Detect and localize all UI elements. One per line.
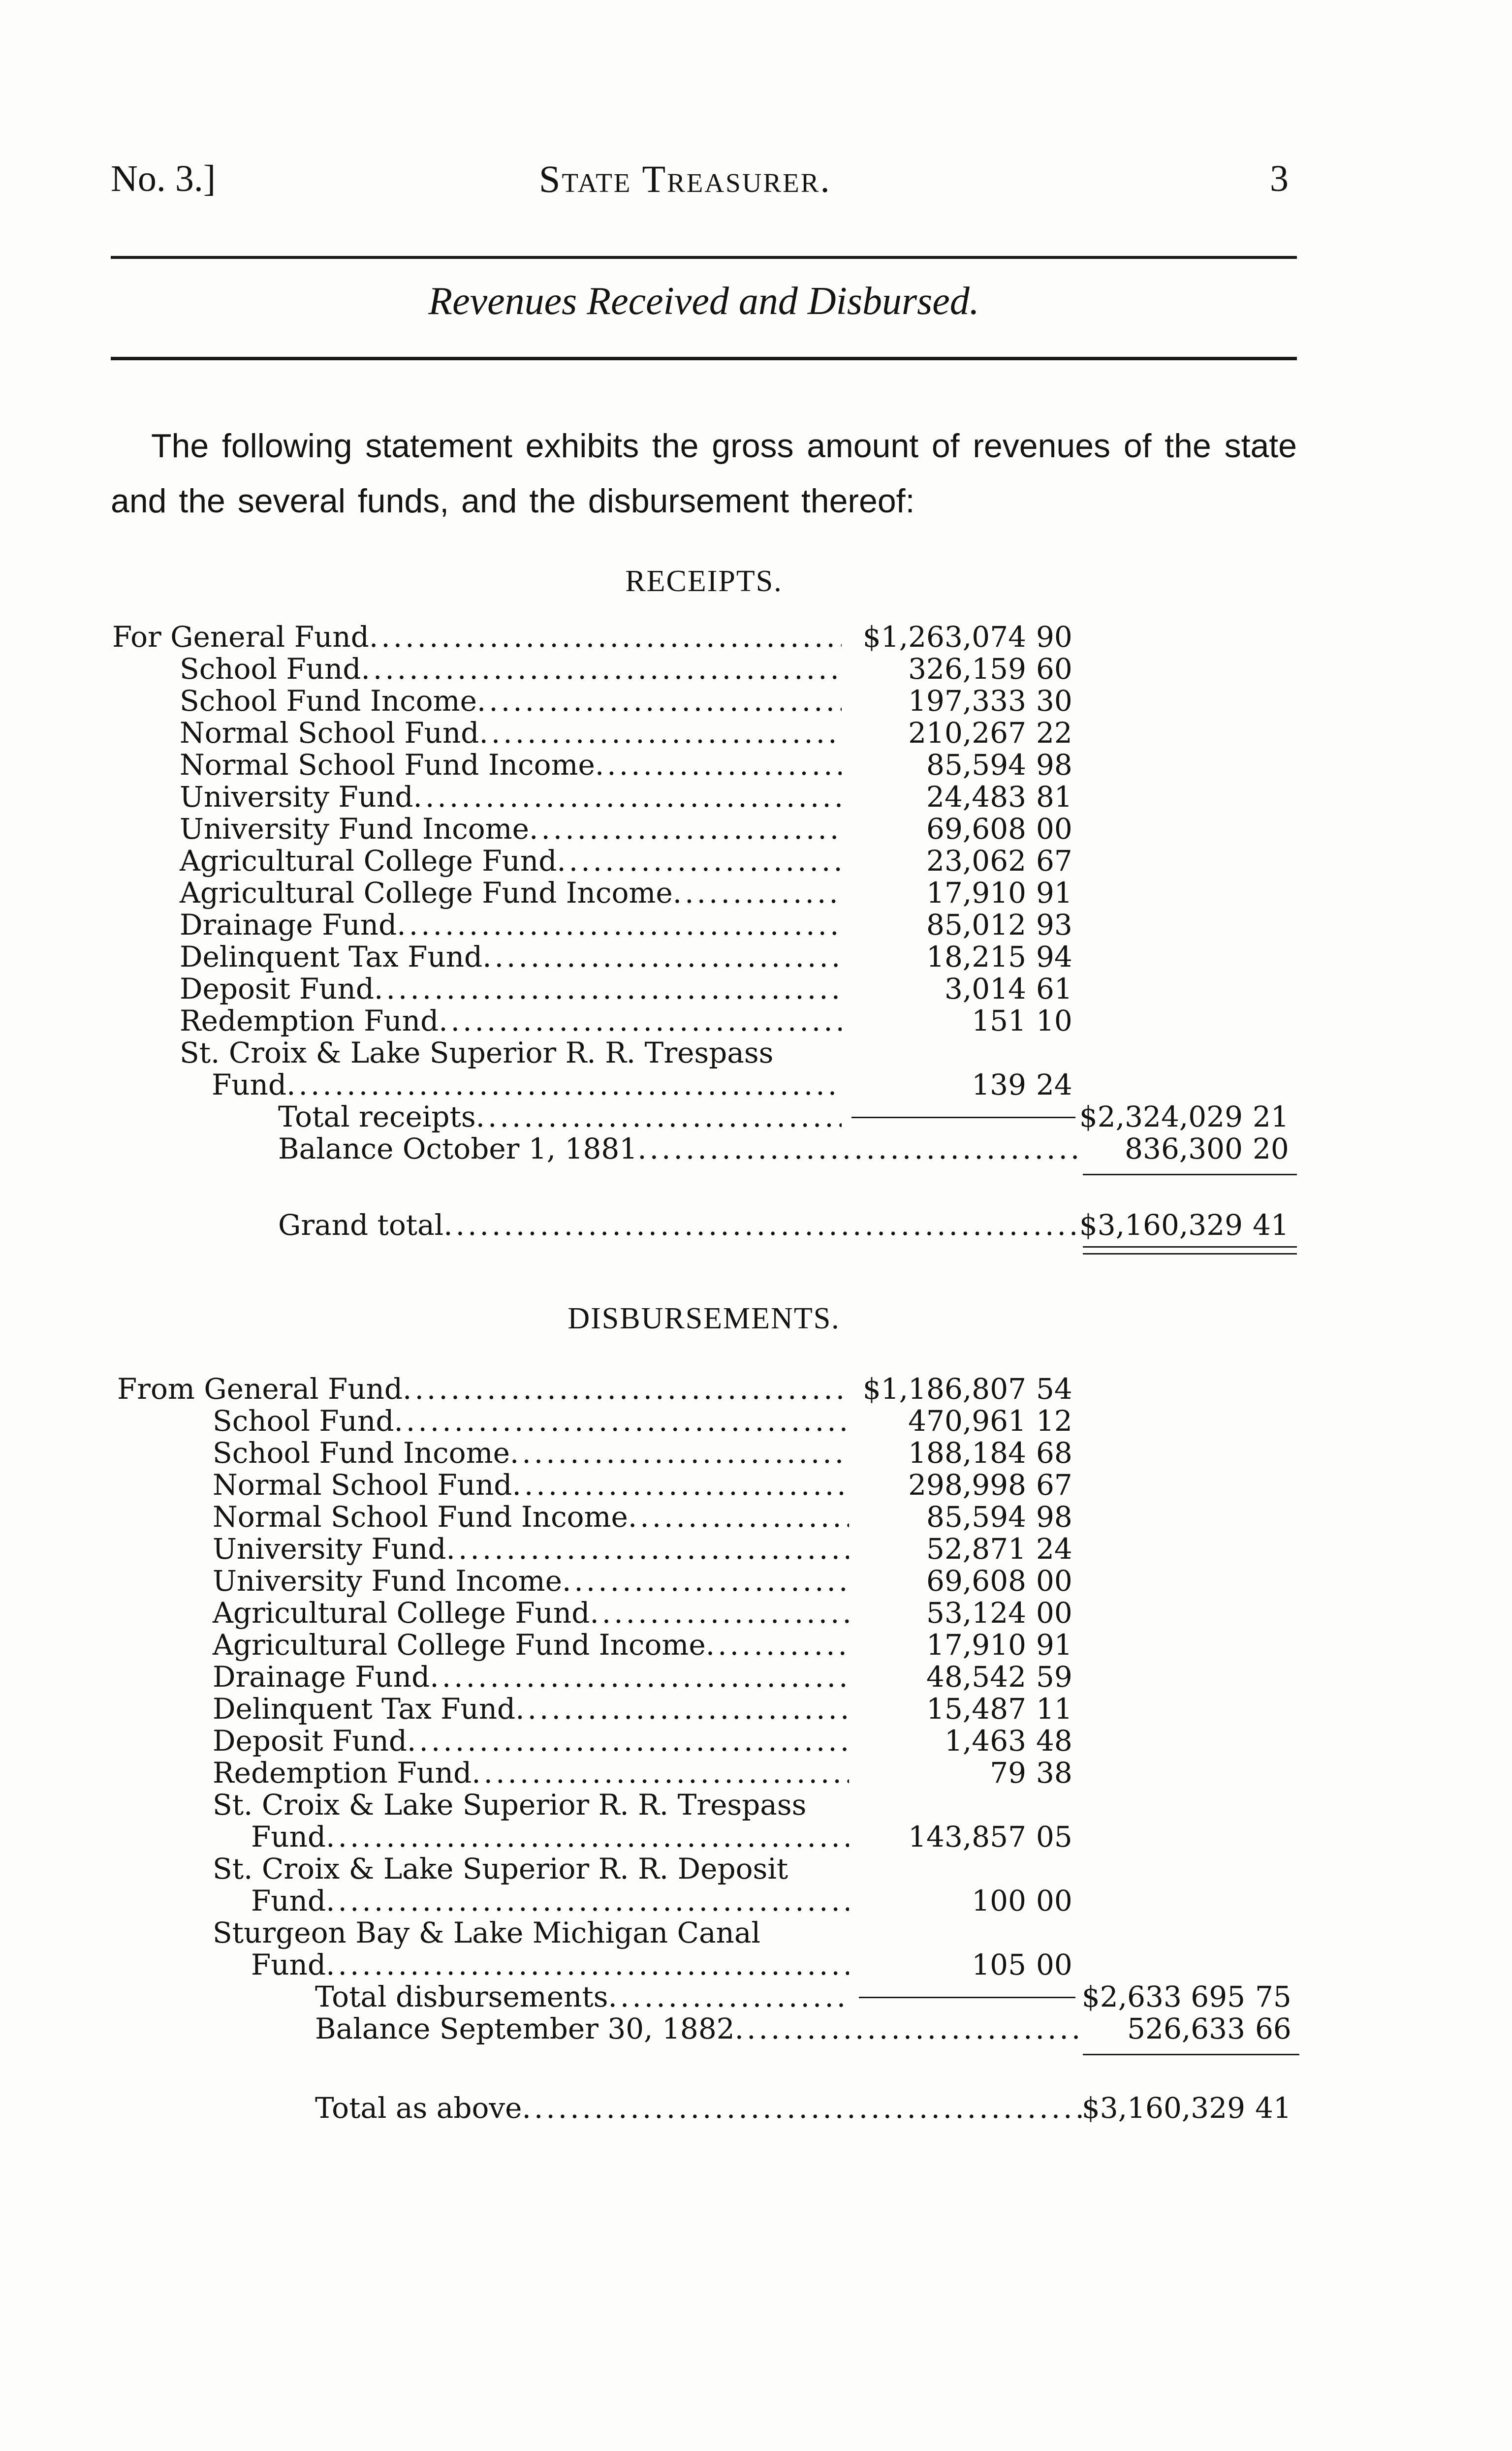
fund-row <box>0 1597 1512 1629</box>
row-label <box>180 941 842 973</box>
row-label <box>315 2092 1083 2124</box>
row-label <box>112 621 842 653</box>
amount-dollars: 188,184 <box>908 1436 1026 1470</box>
row-label-text: Total receipts <box>278 1100 476 1133</box>
amount-dollars: 100 <box>972 1884 1026 1917</box>
amount-dollars: 18,215 <box>926 940 1026 974</box>
page-section-number: No. 3.] <box>111 158 216 199</box>
row-label <box>315 2013 1083 2045</box>
row-label <box>180 813 842 845</box>
amount-cents: 24 <box>1036 1068 1072 1101</box>
fund-row <box>0 1373 1512 1405</box>
amount-dollars: 85,594 <box>926 748 1026 782</box>
amount-dollars: 470,961 <box>908 1404 1026 1438</box>
amount-dollars: 15,487 <box>926 1692 1026 1726</box>
amount-cents: 41 <box>1253 1208 1289 1242</box>
amount-cents: 00 <box>1036 812 1072 846</box>
amount-dollars: 52,871 <box>926 1532 1026 1566</box>
amount-cents: 20 <box>1253 1132 1289 1165</box>
row-label-text: School Fund Income <box>213 1436 510 1470</box>
row-label-text: Sturgeon Bay & Lake Michigan Canal <box>213 1916 761 1949</box>
amount-dollars: 526,633 <box>1127 2012 1245 2045</box>
row-label-text: Fund <box>212 1068 287 1101</box>
amount-cents: 60 <box>1036 652 1072 686</box>
fund-row <box>0 781 1512 813</box>
row-label <box>180 909 842 941</box>
row-label-text: Delinquent Tax Fund <box>180 940 483 974</box>
row-label-text: St. Croix & Lake Superior R. R. Trespass <box>213 1788 807 1822</box>
row-label-text: Fund <box>251 1948 326 1981</box>
row-label <box>180 877 842 909</box>
row-label-text: Normal School Fund Income <box>213 1500 628 1534</box>
amount-cents: 54 <box>1036 1372 1072 1406</box>
amount-dollars: 210,267 <box>908 716 1026 750</box>
amount-dollars: 69,608 <box>926 1564 1026 1598</box>
fund-row <box>0 941 1512 973</box>
amount-dollars: 85,012 <box>926 908 1026 942</box>
amount-dollars: 48,542 <box>926 1660 1026 1694</box>
double-underline-bottom <box>1083 1253 1297 1255</box>
fund-row <box>0 1917 1512 1949</box>
fund-row <box>0 685 1512 717</box>
amount-dollars: $3,160,329 <box>1081 2091 1245 2125</box>
amount-dollars: 85,594 <box>926 1500 1026 1534</box>
fund-row <box>0 1853 1512 1885</box>
amount-cents: 67 <box>1036 844 1072 878</box>
amount-dollars: 151 <box>972 1004 1026 1037</box>
row-label-text: Agricultural College Fund <box>180 844 557 878</box>
amount-dollars: 139 <box>972 1068 1026 1101</box>
row-label <box>180 685 842 717</box>
amount-dollars: $1,263,074 <box>862 620 1026 654</box>
row-label-text: University Fund <box>180 780 413 814</box>
row-label <box>212 1069 842 1101</box>
amount-cents: 00 <box>1036 1948 1072 1981</box>
amount-cents: 90 <box>1036 620 1072 654</box>
row-label-text: Normal School Fund Income <box>180 748 595 782</box>
row-label-text: Deposit Fund <box>180 972 375 1006</box>
row-label <box>180 1037 842 1069</box>
row-label <box>180 781 842 813</box>
amount-dollars: 197,333 <box>908 684 1026 718</box>
fund-row <box>0 1005 1512 1037</box>
amount-cents: 61 <box>1036 972 1072 1006</box>
amount-cents: 24 <box>1036 1532 1072 1566</box>
fund-row <box>0 1405 1512 1437</box>
row-label <box>180 973 842 1005</box>
sum-underline <box>1083 1174 1297 1175</box>
receipts-title: RECEIPTS. <box>625 565 783 598</box>
grand-total-row <box>0 1209 1512 1241</box>
amount-dollars: 17,910 <box>926 1628 1026 1662</box>
amount-dollars: 24,483 <box>926 780 1026 814</box>
row-label <box>180 653 842 685</box>
row-label <box>117 1373 849 1405</box>
amount-dollars: 1,463 <box>944 1724 1026 1758</box>
row-label <box>278 1209 1083 1241</box>
amount-cents: 68 <box>1036 1436 1072 1470</box>
amount-dollars: 53,124 <box>926 1596 1026 1630</box>
row-label-text: Agricultural College Fund Income <box>180 876 673 910</box>
amount-cents: 21 <box>1253 1100 1289 1133</box>
row-label <box>213 1917 849 1949</box>
amount-cents: 41 <box>1255 2091 1292 2125</box>
row-label <box>315 1981 849 2013</box>
row-label <box>180 749 842 781</box>
row-label-text: School Fund <box>180 652 361 686</box>
disbursements-title: DISBURSEMENTS. <box>567 1302 840 1335</box>
fund-row <box>0 1725 1512 1757</box>
amount-dollars: 105 <box>972 1948 1026 1981</box>
row-label <box>278 1133 1083 1165</box>
row-label-text: Drainage Fund <box>180 908 397 942</box>
fund-row <box>0 813 1512 845</box>
amount-dollars: 836,300 <box>1125 1132 1243 1165</box>
amount-cents: 93 <box>1036 908 1072 942</box>
amount-cents: 98 <box>1036 1500 1072 1534</box>
row-label-text: Redemption Fund <box>180 1004 439 1037</box>
fund-row <box>0 1565 1512 1597</box>
amount-dollars: 326,159 <box>908 652 1026 686</box>
amount-cents: 67 <box>1036 1468 1072 1502</box>
fund-row <box>0 1789 1512 1821</box>
balance-row <box>0 2013 1512 2045</box>
row-label-text: Agricultural College Fund Income <box>213 1628 706 1662</box>
page-number: 3 <box>1270 158 1289 199</box>
row-label-text: University Fund Income <box>180 812 529 846</box>
section-subtitle: Revenues Received and Disbursed. <box>428 280 979 323</box>
row-label-text: Grand total <box>278 1208 444 1242</box>
fund-row <box>0 749 1512 781</box>
fund-row <box>0 621 1512 653</box>
row-label-text: University Fund Income <box>213 1564 562 1598</box>
row-label-text: Fund <box>251 1820 326 1854</box>
amount-cents: 75 <box>1255 1980 1292 2013</box>
fund-row <box>0 1469 1512 1501</box>
amount-cents: 22 <box>1036 716 1072 750</box>
fund-row <box>0 1757 1512 1789</box>
leader-dots <box>476 1101 842 1133</box>
amount-dollars: 79 <box>990 1756 1026 1790</box>
amount-cents: 12 <box>1036 1404 1072 1438</box>
fund-row <box>0 1661 1512 1693</box>
amount-cents: 38 <box>1036 1756 1072 1790</box>
row-label-text: Normal School Fund <box>213 1468 512 1502</box>
row-label-text: Deposit Fund <box>213 1724 408 1758</box>
fund-row <box>0 877 1512 909</box>
total-row <box>0 1981 1512 2013</box>
double-underline-top <box>1083 1246 1297 1248</box>
amount-dollars: $2,324,029 <box>1079 1100 1243 1133</box>
amount-cents: 81 <box>1036 780 1072 814</box>
fund-row <box>0 973 1512 1005</box>
row-label-text: Total disbursements <box>315 1980 608 2013</box>
amount-cents: 91 <box>1036 1628 1072 1662</box>
amount-dollars: 17,910 <box>926 876 1026 910</box>
disbursements-table <box>0 1373 1512 2141</box>
total-row <box>0 1101 1512 1133</box>
amount-cents: 94 <box>1036 940 1072 974</box>
row-label-text: St. Croix & Lake Superior R. R. Trespass <box>180 1036 774 1069</box>
total-dash <box>851 1117 1075 1118</box>
amount-cents: 00 <box>1036 1596 1072 1630</box>
amount-dollars: 143,857 <box>908 1820 1026 1854</box>
row-label <box>180 845 842 877</box>
row-prefix: From <box>117 1372 204 1406</box>
fund-row <box>0 653 1512 685</box>
amount-cents: 00 <box>1036 1884 1072 1917</box>
fund-row <box>0 909 1512 941</box>
amount-cents: 00 <box>1036 1564 1072 1598</box>
fund-row <box>0 1629 1512 1661</box>
grand-total-row <box>0 2092 1512 2124</box>
row-label-text: General Fund <box>170 620 369 654</box>
row-label <box>180 717 842 749</box>
amount-dollars: 23,062 <box>926 844 1026 878</box>
row-label-text: University Fund <box>213 1532 446 1566</box>
row-label-text: Agricultural College Fund <box>213 1596 590 1630</box>
row-label-text: Redemption Fund <box>213 1756 472 1790</box>
row-label-text: General Fund <box>204 1372 403 1406</box>
row-label-text: Normal School Fund <box>180 716 479 750</box>
amount-dollars: 298,998 <box>908 1468 1026 1502</box>
fund-row <box>0 1821 1512 1853</box>
row-label-text: St. Croix & Lake Superior R. R. Deposit <box>213 1852 788 1885</box>
fund-row <box>0 1501 1512 1533</box>
amount-dollars: $2,633 695 <box>1081 1980 1245 2013</box>
amount-cents: 30 <box>1036 684 1072 718</box>
fund-row <box>0 1949 1512 1981</box>
row-label <box>180 1005 842 1037</box>
amount-cents: 10 <box>1036 1004 1072 1037</box>
amount-dollars: 3,014 <box>944 972 1026 1006</box>
fund-row <box>0 1693 1512 1725</box>
header-rule <box>111 256 1297 259</box>
amount-dollars: 69,608 <box>926 812 1026 846</box>
amount-dollars: $3,160,329 <box>1079 1208 1243 1242</box>
row-label <box>278 1101 842 1133</box>
amount-cents: 98 <box>1036 748 1072 782</box>
subtitle-rule <box>111 357 1297 360</box>
row-label-text: Delinquent Tax Fund <box>213 1692 516 1726</box>
amount-cents: 05 <box>1036 1820 1072 1854</box>
fund-row <box>0 1437 1512 1469</box>
row-label-text: Balance October 1, 1881 <box>278 1132 638 1165</box>
row-label-text: Fund <box>251 1884 326 1917</box>
amount-cents: 11 <box>1036 1692 1072 1726</box>
row-prefix: For <box>112 620 171 654</box>
total-dash <box>859 1997 1075 1998</box>
row-label-text: Drainage Fund <box>213 1660 430 1694</box>
amount-cents: 91 <box>1036 876 1072 910</box>
row-label-text: Balance September 30, 1882 <box>315 2012 735 2045</box>
leader-dots <box>608 1981 849 2013</box>
balance-row <box>0 1133 1512 1165</box>
running-title: State Treasurer. <box>539 157 831 200</box>
fund-row <box>0 1885 1512 1917</box>
sum-underline <box>1083 2054 1299 2055</box>
amount-cents: 59 <box>1036 1660 1072 1694</box>
intro-paragraph: The following statement exhibits the gross amount of revenues of the state and the several funds, and the disbursement thereof: <box>111 427 1297 520</box>
fund-row <box>0 717 1512 749</box>
receipts-table <box>0 621 1512 1271</box>
amount-cents: 66 <box>1255 2012 1292 2045</box>
row-label <box>213 1853 849 1885</box>
row-label <box>213 1789 849 1821</box>
fund-row <box>0 1533 1512 1565</box>
fund-row <box>0 1037 1512 1069</box>
amount-cents: 48 <box>1036 1724 1072 1758</box>
fund-row <box>0 845 1512 877</box>
amount-dollars: $1,186,807 <box>862 1372 1026 1406</box>
row-label-text: Total as above <box>315 2091 522 2125</box>
row-label-text: School Fund Income <box>180 684 477 718</box>
fund-row <box>0 1069 1512 1101</box>
row-label-text: School Fund <box>213 1404 394 1438</box>
